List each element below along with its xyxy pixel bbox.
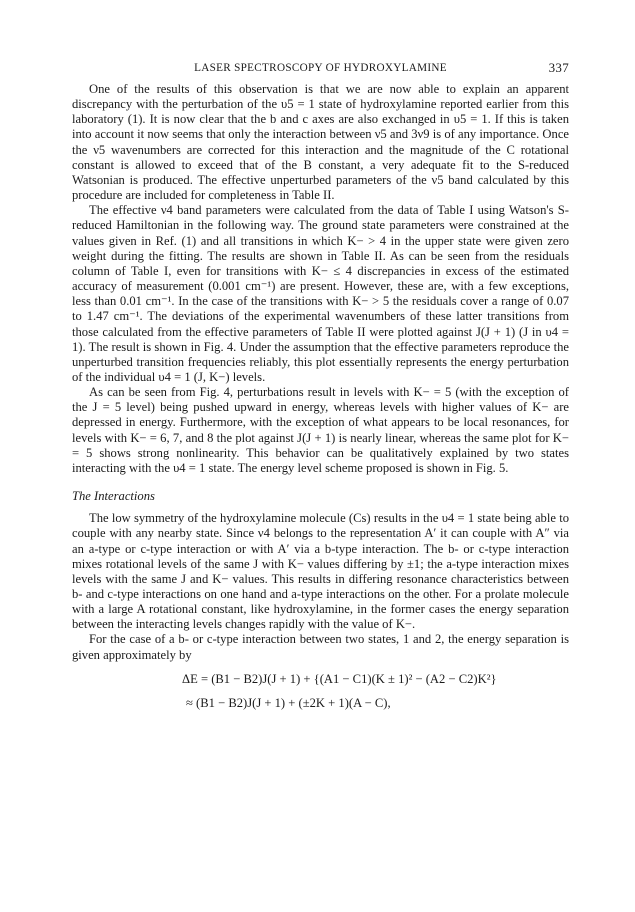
paragraph-effective-parameters: The effective ν4 band parameters were calculated from the data of Table I using Watson's S-reduced Hamiltonian in the following way. The ground state parameters were constrained at the values given in Ref. (1) and all transitions in which K− > 4 in the upper state were given zero weight during the fitting. The results are shown in Table II. As can be seen from the residuals column of Table I, even for transitions with K− ≤ 4 discrepancies in excess of the estimated accuracy of measurement (0.001 cm⁻¹) are present. However, these are, with a few exceptions, less than 0.01 cm⁻¹. In the case of the transitions with K− > 5 the residuals cover a range of 0.07 to 1.47 cm⁻¹. The deviations of the experimental wavenumbers of these latter transitions from those calculated from the effective parameters of Table II were plotted against J(J + 1) (J in υ4 = 1). The result is shown in Fig. 4. Under the assumption that the effective parameters reproduce the unperturbed transition frequencies reliably, this plot essentially represents the energy perturbation of the individual υ4 = 1 (J, K−) levels. xyxy=(72,203,569,384)
page-header xyxy=(72,62,569,82)
journal-page xyxy=(72,62,569,715)
equation-delta-e: ΔE = (B1 − B2)J(J + 1) + {(A1 − C1)(K ± 1)² − (A2 − C2)K²} xyxy=(182,671,497,686)
paragraph-energy-separation: For the case of a b- or c-type interaction between two states, 1 and 2, the energy separation is given approximately by xyxy=(72,632,569,662)
paragraph-perturbation-discrepancy: One of the results of this observation is that we are now able to explain an apparent discrepancy with the perturbation of the υ5 = 1 state of hydroxylamine reported earlier from this laboratory (1). It is now clear that the b and c axes are also exchanged in υ5 = 1. If this is taken into account it now seems that only the interaction between ν5 and 3ν9 is of any importance. Once the ν5 wavenumbers are corrected for this interaction and the magnitude of the C rotational constant is allowed to exceed that of the B constant, a very adequate fit to the S-reduced Watsonian is produced. The effective unperturbed parameters of the ν5 band calculated by this procedure are included for completeness in Table II. xyxy=(72,82,569,203)
paragraph-symmetry: The low symmetry of the hydroxylamine molecule (Cs) results in the υ4 = 1 state being able to couple with any nearby state. Since ν4 belongs to the representation A′ it can couple with A″ via an a-type or c-type interaction or with A′ via a b-type interaction. The b- or c-type interaction mixes rotational levels of the same J with K− values differing by ±1; the a-type interaction mixes levels with the same J and K− values. This results in differing resonance characteristics between b- and c-type interactions on one hand and a-type interactions on the other. For a prolate molecule with a large A rotational constant, like hydroxylamine, in the former cases the energy separation between the interacting levels changes rapidly with the value of K−. xyxy=(72,511,569,632)
equation-approximation: ≈ (B1 − B2)J(J + 1) + (±2K + 1)(A − C), xyxy=(186,695,391,710)
running-head: LASER SPECTROSCOPY OF HYDROXYLAMINE xyxy=(194,62,447,74)
equation-block xyxy=(72,667,569,715)
page-number: 337 xyxy=(548,60,569,75)
section-heading: The Interactions xyxy=(72,489,155,504)
paragraph-perturbation-levels: As can be seen from Fig. 4, perturbations result in levels with K− = 5 (with the exception of the J = 5 level) being pushed upward in energy, whereas levels with higher values of K− are depressed in energy. Furthermore, with the exception of what appears to be local resonances, for levels with K− = 6, 7, and 8 the plot against J(J + 1) is nearly linear, whereas the same plot for K− = 5 shows strong nonlinearity. This behavior can be qualitatively explained by two states interacting with the υ4 = 1 state. The energy level scheme proposed is shown in Fig. 5. xyxy=(72,385,569,475)
